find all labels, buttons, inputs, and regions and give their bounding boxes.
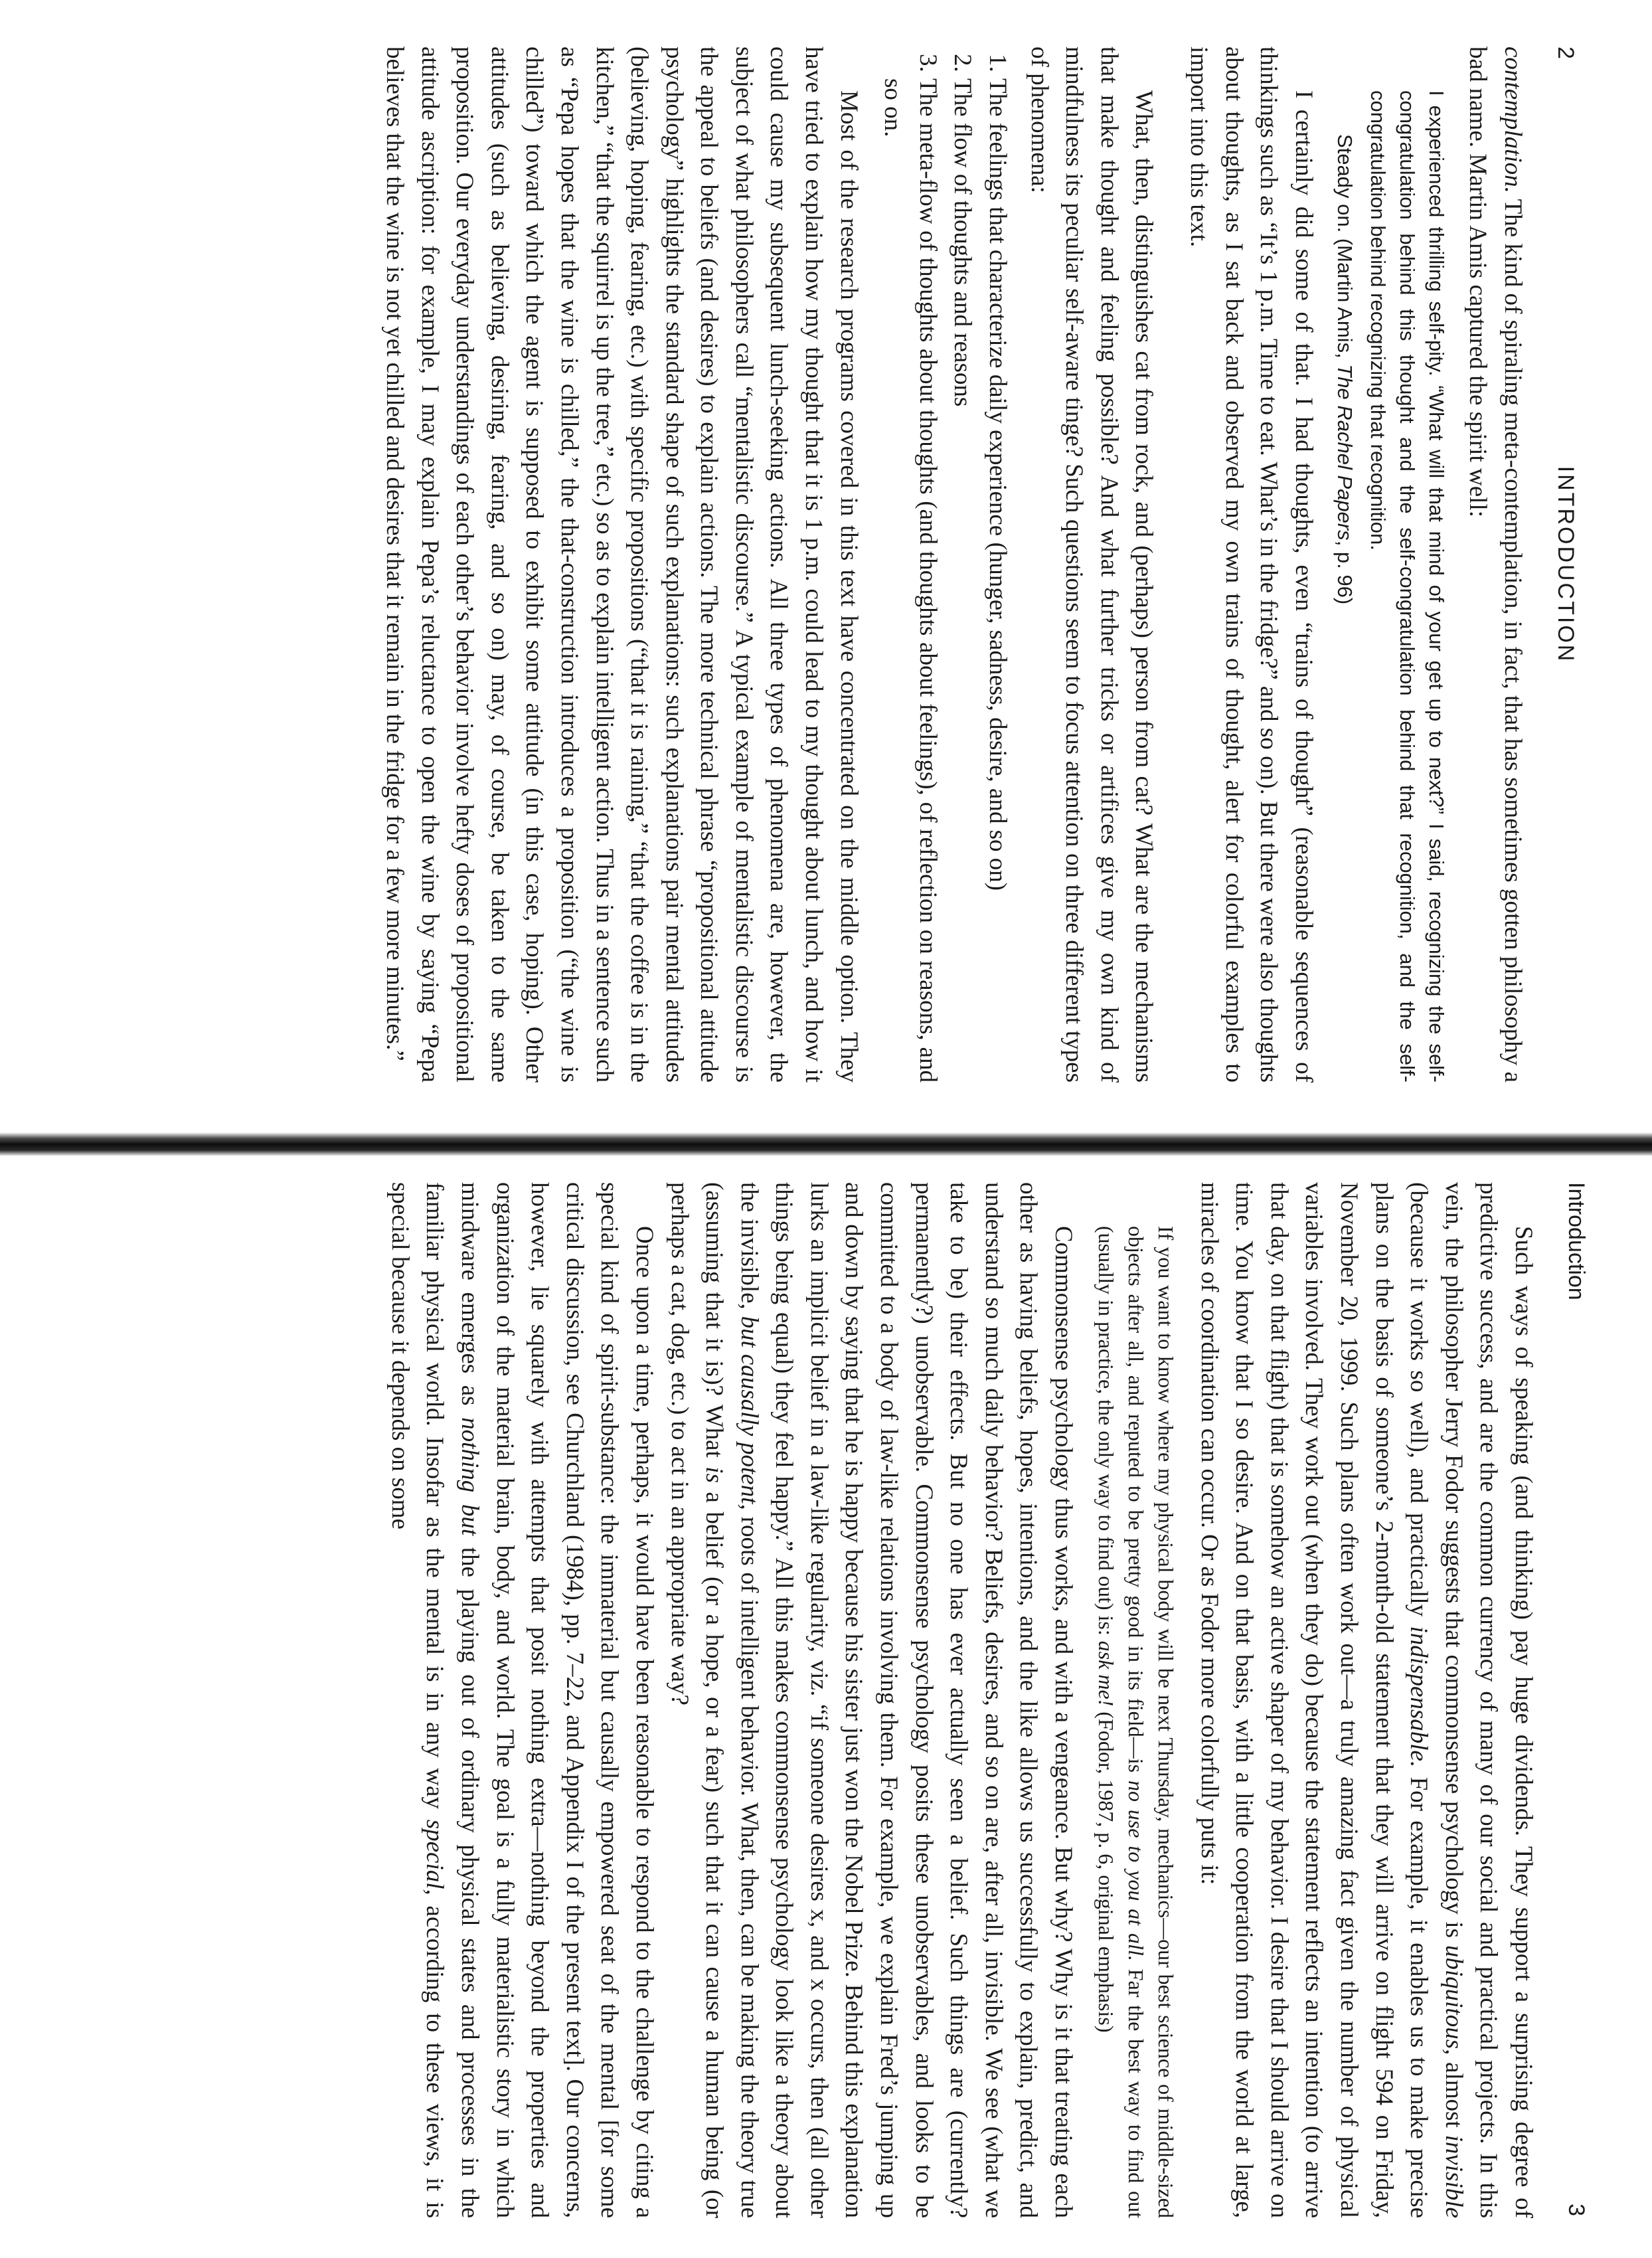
- running-head-left: [1530, 46, 1583, 1083]
- text-run: the playing out of ordinary physical states and processes in the familiar physical world. Insofar as the mental is in any way: [421, 1182, 483, 2218]
- paragraph-2: What, then, distinguishes cat from rock, and (perhaps) person from cat? What are the mechanisms that make thought and feeling possible? And what further tricks or artifices give my own kind of mindfulness its peculiar self-aware tinge? Such questions seem to focus attention on three different types of phenomena:: [1025, 46, 1158, 1083]
- text-run: Such ways of speaking (and thinking) pay huge dividends. They support a surprising degree of predictive success, and are the common currency of many of our social and practical projects. In this vein, the philosopher Jerry Fodor suggests that commonsense psychology is: [1440, 1182, 1537, 2218]
- text-run: Once upon a time, perhaps, it would have been reasonable to respond to the challenge by citing a special kind of spirit-substance: the immaterial but causally empowered seat of the mental [for some critical discussion, see Churchland (1984), pp. 7–22, and Appendix I of the present text]. Our concerns, however, lie squarely with attempts that posit nothing extra—nothing beyond the properties and organization of the material brain, body, and world. The goal is a fully materialistic story in which mindware emerges as: [455, 1182, 658, 2218]
- attribution-post: , p. 96): [1333, 540, 1357, 605]
- paragraph-1-text: The kind of spiraling meta-contemplation, in fact, that has sometimes gotten philosophy a bad name. Martin Amis captured the spirit well:: [1464, 46, 1527, 1083]
- term-contemplation: contemplation.: [1499, 46, 1527, 193]
- running-head-title-left: INTRODUCTION: [1553, 466, 1578, 663]
- text-run: (because it works so well), and practically: [1405, 1182, 1433, 1626]
- amis-quote-attribution: [1330, 90, 1359, 1083]
- list-item: 1. The feelings that characterize daily experience (hunger, sadness, desire, and so on): [979, 78, 1015, 1083]
- text-run: according to these views, it is special because it depends on some: [386, 1182, 449, 2218]
- text-run: For example, it enables us to make precise plans on the basis of someone’s 2-month-old statement that they will arrive on flight 594 on Friday, November 20, 1999. Such plans often work out—a truly amazing fact given the number of physical variables involved. They work out (when they do) because the statement reflects an intention (to arrive that day, on that flight) that is somehow an active shaper of my behavior. I desire that I should arrive on time. You know that I so desire. And on that basis, with a little cooperation from the world at large, miracles of coordination can occur. Or as Fodor more colorfully puts it:: [1195, 1182, 1433, 2218]
- emphasis: is: [701, 1466, 728, 1483]
- emphasis: but causally potent,: [735, 1316, 763, 1510]
- text-run: a belief (or a hope, or a fear) such that it can cause a human being (or perhaps a cat, dog, etc.) to act in an appropriate way?: [665, 1182, 728, 2218]
- text-run: Far the best way to find out (usually in practice, the only way to find out) is:: [1094, 1226, 1149, 2219]
- page-left: [56, 46, 1583, 1083]
- paragraph-commonsense: [661, 1182, 1080, 2218]
- page-number-right: 3: [1564, 2204, 1589, 2218]
- text-run: Commonsense psychology thus works, and with a vengeance. But why? Why is it that treating each other as having beliefs, hopes, intentions, and the like allows us successfully to explain, predict, and understand so much daily behavior? Beliefs, desires, and so on are, after all, invisible. We see (what we take to be) their effects. But no one has ever actually seen a belief. Such things are (currently? permanently?) unobservable. Commonsense psychology posits these unobservables, and looks to be committed to a body of law-like relations involving them. For example, we explain Fred’s jumping up and down by saying that he is happy because his sister just won the Nobel Prize. Behind this explanation lurks an implicit belief in a law-like regularity, viz. “if someone desires x, and x occurs, then (all other things being equal) they feel happy.” All this makes commonsense psychology look like a theory about the invisible,: [735, 1182, 1078, 2218]
- running-head-right: [1540, 1182, 1594, 2218]
- text-run: (Fodor, 1987, p. 6, original emphasis): [1094, 1706, 1119, 2033]
- fodor-quote: [1091, 1226, 1181, 2218]
- paragraph-3: Most of the research programs covered in this text have concentrated on the middle option. They have tried to explain how my thought that it is 1 p.m. could lead to my thought about lunch, and how it could cause my subsequent lunch-seeking actions. All three types of phenomena are, however, the subject of what philosophers call “mentalistic discourse.” A typical example of mentalistic discourse is the appeal to beliefs (and desires) to explain actions. The more technical phrase “propositional attitude psychology” highlights the standard shape of such explanations: such explanations pair mental attitudes (believing, hoping, fearing, etc.) with specific propositions (“that it is raining,” “that the coffee is in the kitchen,” “that the squirrel is up the tree,” etc.) so as to explain intelligent action. Thus in a sentence such as “Pepa hopes that the wine is chilled,” the that-construction introduces a proposition (“the wine is chilled”) toward which the agent is supposed to exhibit some attitude (in this case, hoping). Other attitudes (such as believing, desiring, fearing, and so on) may, of course, be taken to the same proposition. Our everyday understandings of each other’s behavior involve hefty doses of propositional attitude ascription: for example, I may explain Pepa’s reluctance to open the wine by saying “Pepa believes that the wine is not yet chilled and desires that it remain in the fridge for a few more minutes.”: [380, 46, 863, 1083]
- emphasis: invisible: [1440, 2134, 1467, 2218]
- emphasis: special,: [421, 1819, 449, 1895]
- emphasis: nothing but: [455, 1417, 483, 1536]
- phenomena-list: [875, 46, 1015, 1083]
- list-item: 2. The flow of thoughts and reasons: [945, 78, 980, 1083]
- page-number-left: 2: [1553, 46, 1578, 61]
- amis-quote: [1330, 90, 1451, 1083]
- amis-quote-text: I experienced thrilling self-pity. “What will that mind of your get up to next?” I said, recognizing the self-congratulation behind this thought and the self-congratulation behind that recognition, and the self-congratulation behind recognizing that recognition.: [1366, 90, 1448, 1083]
- list-item: 3. The meta-flow of thoughts about thoughts (and thoughts about feelings), of reflection on reasons, and so on.: [875, 78, 945, 1083]
- emphasis: ask me!: [1094, 1640, 1119, 1707]
- emphasis: indispensable.: [1405, 1626, 1433, 1768]
- attribution-pre: Steady on. (Martin Amis,: [1333, 134, 1357, 365]
- paragraph-once-upon-a-time: [382, 1182, 661, 2218]
- page-right: [66, 1182, 1594, 2218]
- paragraph-1: [1460, 46, 1530, 1083]
- text-run: almost: [1440, 2055, 1467, 2135]
- running-head-title-right: Introduction: [1564, 1182, 1589, 1300]
- attribution-title: The Rachel Papers: [1333, 364, 1357, 541]
- emphasis: ubiquitous,: [1440, 1945, 1467, 2055]
- paragraph-trains-of-thought: I certainly did some of that. I had thoughts, even “trains of thought” (reasonable sequences of thinkings such as “It’s 1 p.m. Time to eat. What’s in the fridge?” and so on). But there were also thoughts about thoughts, as I sat back and observed my own trains of thought, alert for colorful examples to import into this text.: [1185, 46, 1317, 1083]
- emphasis: no use to you at all.: [1124, 1780, 1149, 1961]
- paragraph-ways-of-speaking: [1191, 1182, 1540, 2218]
- text-run: If you want to know where my physical body will be next Thursday, mechanics—our best science of middle-sized objects after all, and reputed to be pretty good in its field—is: [1124, 1226, 1179, 2218]
- text-run: roots of intelligent behavior. What, then, can be making the theory true (assuming that it is)? What: [701, 1182, 763, 2218]
- book-spine-shadow: [0, 1132, 1652, 1156]
